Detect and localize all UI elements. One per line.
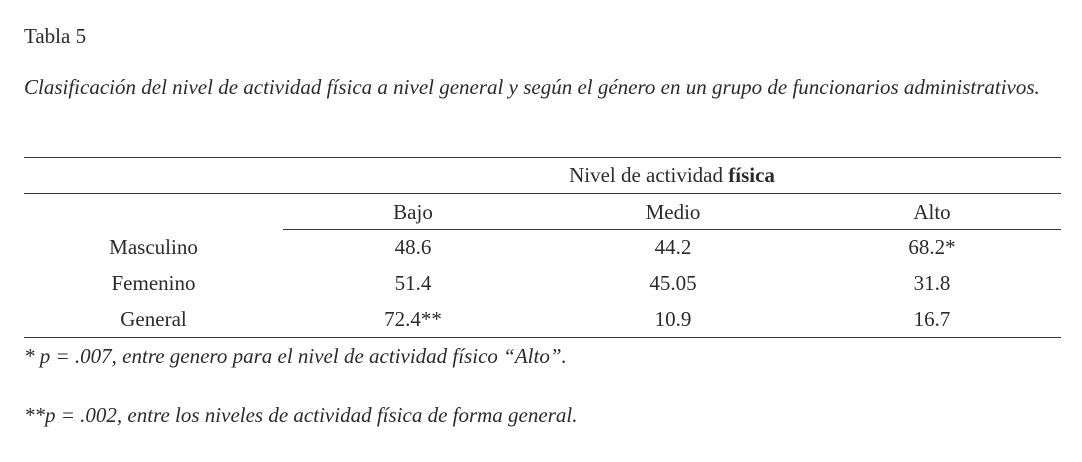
subheader-rule (283, 229, 1061, 230)
column-header-bajo: Bajo (393, 200, 433, 224)
row-label-femenino: Femenino (111, 271, 196, 295)
table-top-rule (24, 157, 1061, 158)
cell-general-alto: 16.7 (913, 307, 951, 331)
cell-masculino-medio: 44.2 (654, 235, 692, 259)
spanning-header-bold: física (728, 163, 775, 187)
row-label-masculino: Masculino (109, 235, 198, 259)
table-number: Tabla 5 (24, 24, 87, 48)
footnote-1: * p = .007, entre genero para el nivel de actividad físico “Alto”. (24, 344, 567, 368)
cell-masculino-bajo: 48.6 (394, 235, 432, 259)
footnote-2: **p = .002, entre los niveles de actividad física de forma general. (24, 403, 578, 427)
cell-masculino-alto: 68.2* (908, 235, 956, 259)
cell-general-medio: 10.9 (654, 307, 692, 331)
row-label-general: General (120, 307, 187, 331)
table-caption: Clasificación del nivel de actividad física a nivel general y según el género en un grupo de funcionarios administrativos. (24, 75, 1040, 99)
cell-general-bajo: 72.4** (384, 307, 442, 331)
spanning-header-text: Nivel de actividad (569, 163, 729, 187)
cell-femenino-bajo: 51.4 (394, 271, 432, 295)
table-bottom-rule (24, 337, 1061, 338)
column-header-medio: Medio (645, 200, 701, 224)
column-header-alto: Alto (913, 200, 951, 224)
spanning-header (283, 163, 1061, 187)
header-rule (24, 193, 1061, 194)
cell-femenino-alto: 31.8 (913, 271, 951, 295)
cell-femenino-medio: 45.05 (649, 271, 697, 295)
